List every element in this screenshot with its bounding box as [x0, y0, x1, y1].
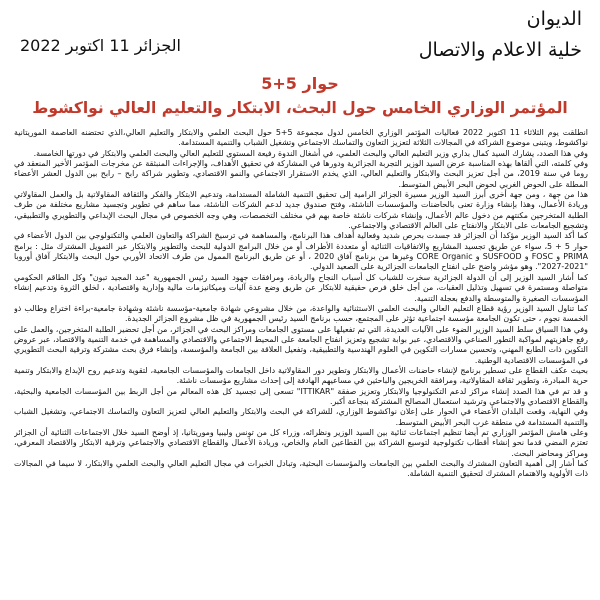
office-name: الديوان [526, 8, 582, 30]
paragraph: كما أشار السيد الوزير إلى أن الدولة الجزائرية سخرت للشباب كل أسباب النجاح والريادة، ومرافقات جهود السيد رئيس الجمهورية "عبد المجيد تبون" وكل الطاقم الحكومي متواصلة ومستمرة في تسهيل وتذليل العقبات، من أجل خلق فرص حقيقية للابتكار عن طريق وضع عدة آليات وميكانيزمات مالية وإدارية واقتصادية ، لخلق الثروة وتدعيم إنشاء المؤسسات الصغيرة والمتوسطة والدفع بعجلة التنمية. [14, 272, 588, 303]
paragraph: وفي كلمته، التي ألقاها بهذه المناسبة عرض السيد الوزير التجربة الجزائرية ودورها في المشاركة في تحقيق الأهداف، والإجراءات المنبثقة عن مخرجات المؤتمر الأخير المنعقد في روما في سنة 2019، من أجل تعزيز البحث والابتكار والتعليم العالي، الذي يخدم الاستقرار الاجتماعي والنمو الاقتصادي، وتطوير شراكة رابح – رابح بين الدول العشر الأعضاء المطلة على الحوض الغربي لحوض البحر الأبيض المتوسط. [14, 159, 588, 189]
conference-title: المؤتمر الوزاري الخامس حول البحث، الابتكار والتعليم العالي نواكشوط [32, 99, 568, 117]
paragraph: كما تناول السيد الوزير رؤية قطاع التعليم العالي والبحث العلمي الاستثنائية والواعدة، من خلال مشروعي شهادة جامعية-مؤسسة ناشئة وشهادة جامعية-براءة اختراع وطالب ذو الخمسة نجوم ، حتى تكون الجامعة مؤسسة اجتماعية تؤثر على المجتمع، حسب برنامج السيد رئيس الجمهورية في ظل مشروع الجزائر الجديدة. [14, 303, 588, 324]
title-block [16, 72, 584, 120]
article-body [14, 128, 588, 600]
paragraph: وفي هذا الصدد، يشارك السيد كمال بداري وزير التعليم العالي والبحث العلمي، في أشغال الندوة رفيعة المستوى للتعليم العالي والبحث العلمي والابتكار في دورتها الخامسة. [33, 148, 588, 158]
paragraph: كما أشار إلى أهمية التعاون المشترك والبحث العلمي بين الجامعات والمؤسسات البحثية، وتبادل الخبرات في مجال التعليم العالي والبحث العلمي والابتكار، لا سيما في المجالات ذات الأولوية والاهتمام المشترك لتحقيق التنمية الشاملة. [14, 459, 588, 479]
media-unit-name: خلية الاعلام والاتصال [418, 39, 582, 61]
letterhead [419, 4, 582, 66]
paragraph: و قد تم في هذا الصدد إنشاء مراكز لدعم التكنولوجيا والابتكار وتعزيز صفقة "ITTIKAR" تسعى إلى تجسيد كل هذه المعالم من أجل الربط بين المؤسسات الجامعية والبحثية، والقطاع الاقتصادي والاجتماعي وترشيد استعمال المصالح المشتركة بنجاعة أكبر. [14, 386, 588, 406]
paragraph: كما أكد السيد الوزير مؤكدا أن الجزائر قد جسدت بحرص شديد وفعالية أهداف هذا البرنامج، والمساهمة في ترسيخ الشراكة والتعاون العلمي والتكنولوجي بين الدول الأعضاء في حوار 5 + 5، سواء عن طريق تجسيد المشاريع والاتفاقيات الثنائية أو متعددة الأطراف أو من خلال البرامج الدولية للبحث والتطوير والابتكار عبر التمويل المشترك مثل : برامج PRIMA و FOSC و SUSFOOD و CORE Organic وغيرها من برنامج آفاق 2020 ، أو عن طريق البرنامج الممول من طرف الاتحاد الأوربي حول البحث والابتكار آفاق أوروبا "2021-2027". وهو مؤشر واضح على انفتاح الجامعات الجزائرية على الصعيد الدولي. [14, 231, 588, 272]
paragraph: هذا من جهة ، ومن جهة أخرى أبرز السيد الوزير مسيرة الجزائر الرامية إلى تحقيق التنمية الشاملة المستدامة، وتدعيم الابتكار والفكر والثقافة المقاولاتية بل والعمل المقاولاتي وريادة الأعمال، وهذا بإنشاء وزارة تعنى بالحاضنات والمؤسسات الناشئة، وفتح صندوق جديد لدعم الشركات الناشئة، مما ساهم في تطوير وتجسيد مشاريع مختلفة من طرف الطلبة المتخرجين مكنتهم من دخول عالم الأعمال، وإنشاء شركات ناشئة خاصة بهم في مختلف التخصصات، وهي وجه الخصوص في مجال البحث الإبداعي والتطويري والتطبيقي، وتشجيع الجامعات على الابتكار والانفتاح على العالم الاقتصادي والاجتماعي. [14, 190, 588, 231]
paragraph: وفي النهاية، وقعت البلدان الأعضاء في الحوار على إعلان نواكشوط الوزاري، للشراكة في البحث والابتكار والتعليم العالي لتعزيز التعاون والتماسك الاجتماعي، وتشغيل الشباب والتنمية المستدامة في منطقة غرب البحر الأبيض المتوسط. [14, 407, 588, 427]
dialogue-title: حوار 5+5 [261, 74, 339, 93]
paragraph: وعلى هامش المؤتمر الوزاري تم أيضا تنظيم اجتماعات ثنائية بين السيد الوزير ونظرائه، وزراء كل من تونس وليبيا وموريتانيا، إذ أوضح السيد خلال الاجتماعات الثنائية أن الجزائر تعتزم المضي قدما نحو إنشاء أقطاب تكنولوجية لتوسيع الشراكة بين القطاعين العام والخاص، وريادة الأعمال والقطاع الاقتصادي والاجتماعي وترقية الابتكار والاقتصاد المعرفي، ومراكز ومحاضر البحث. [14, 427, 588, 458]
paragraph: بحيث عكف القطاع على تسطير برنامج لإنشاء حاضنات الأعمال والابتكار وتطوير دور المقاولاتية داخل الجامعات والمؤسسات الجامعية، لتقوية وتدعيم روح الإبداع والابتكار وتنمية حرية المبادرة، وتطوير ثقافة المقاولاتية، ومرافقة الخريجين والباحثين في مساعيهم الهادفة إلى إحداث مشاريع مؤسسات ناشئة. [14, 365, 588, 386]
paragraph: وفي هذا السياق سلط السيد الوزير الضوء على الآليات العديدة، التي تم تفعيلها على مستوى الجامعات ومراكز البحث في الجزائر، من أجل تحضير الطلبة المتخرجين، والعمل على رفع جاهزيتهم لمواكبة التطور الصناعي والاقتصادي، عبر بوابة تشجيع وتعزيز انفتاح الجامعة على المحيط الاجتماعي والاقتصادي والمساهمة في خدمة التنمية والاقتصاد، عبر عروض التكوين ذات الطابع المهني، وتحسين مسارات التكوين في العلوم الهندسية والتطبيقية، وتفعيل العلاقة بين الجامعة والمؤسسة، وإنشاء فرق بحث مشتركة وترقية البحث التطويري في المؤسسات الاقتصادية الوطنية. [14, 324, 588, 365]
paragraph: انطلقت يوم الثلاثاء 11 اكتوبر 2022 فعاليات المؤتمر الوزاري الخامس لدول مجموعة 5+5 حول البحث العلمي والابتكار والتعليم العالي،الذي تحتضنه العاصمة الموريتانية نواكشوط، ويتبنى موضوع الشراكة في المجالات الثلاثة لتعزيز التعاون والتماسك الاجتماعي وتشغيل الشباب والتنمية المستدامة. [14, 128, 588, 148]
date-line: الجزائر 11 اكتوبر 2022 [20, 36, 181, 55]
